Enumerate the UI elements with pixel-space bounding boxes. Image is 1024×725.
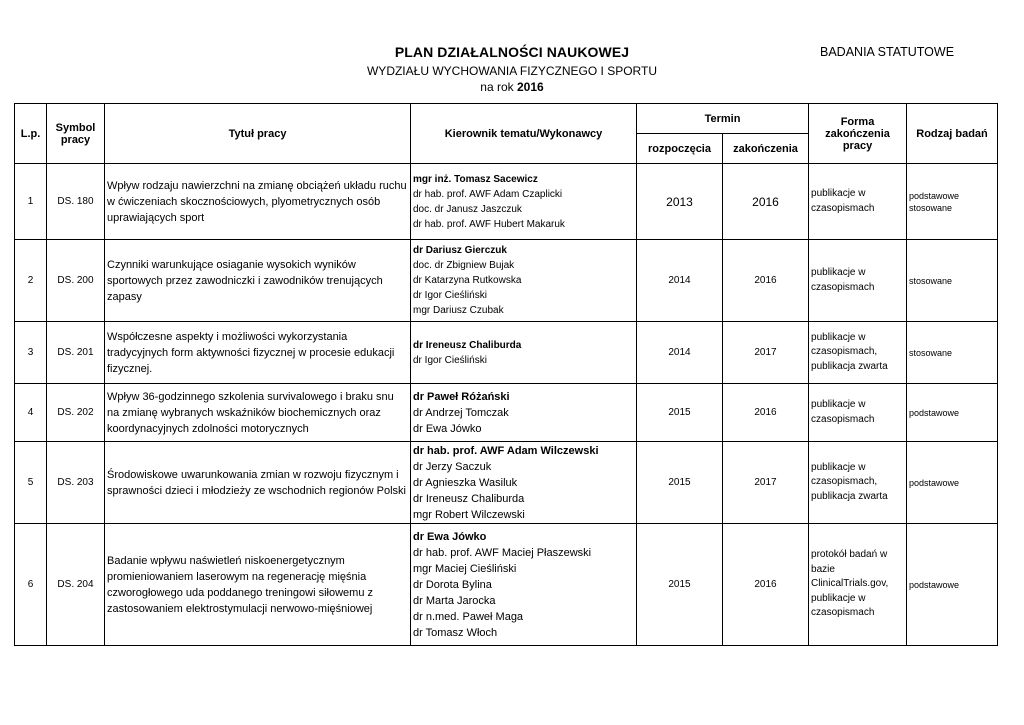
row-rodzaj: stosowane xyxy=(907,240,998,322)
year-value: 2016 xyxy=(517,80,544,94)
row-leader: dr Paweł Różański xyxy=(413,390,510,403)
col-header-start: rozpoczęcia xyxy=(637,134,723,164)
row-symbol: DS. 200 xyxy=(47,240,105,322)
row-member: dr Agnieszka Wasiluk xyxy=(413,476,518,489)
row-rodzaj: stosowane xyxy=(907,322,998,384)
row-end-year: 2016 xyxy=(723,524,809,646)
row-forma: protokół badań w bazie ClinicalTrials.gov, publikacje w czasopismach xyxy=(809,524,907,646)
row-title: Wpływ rodzaju nawierzchni na zmianę obciążeń układu ruchu w ćwiczeniach skocznościowych, plyometrycznych osób uprawiających sport xyxy=(105,164,411,240)
row-lp: 5 xyxy=(15,442,47,524)
row-member: mgr Maciej Cieśliński xyxy=(413,562,517,575)
row-member: dr hab. prof. AWF Maciej Płaszewski xyxy=(413,546,592,559)
row-leader-team xyxy=(411,240,637,322)
row-start-year: 2015 xyxy=(637,442,723,524)
row-member: dr hab. prof. AWF Adam Czaplicki xyxy=(413,188,563,200)
row-title: Wpływ 36-godzinnego szkolenia survivalowego i braku snu na zmianę wybranych wskaźników biochemicznych oraz koordynacyjnych zdolności motorycznych xyxy=(105,384,411,442)
table-row xyxy=(15,384,998,442)
col-header-termin: Termin xyxy=(637,104,809,134)
row-symbol: DS. 201 xyxy=(47,322,105,384)
row-leader: dr Ewa Jówko xyxy=(413,530,487,543)
row-leader-team xyxy=(411,384,637,442)
row-member: doc. dr Janusz Jaszczuk xyxy=(413,203,522,215)
row-start-year: 2015 xyxy=(637,384,723,442)
row-forma: publikacje w czasopismach xyxy=(809,240,907,322)
row-start-year: 2015 xyxy=(637,524,723,646)
row-end-year: 2017 xyxy=(723,442,809,524)
row-member: dr Dorota Bylina xyxy=(413,578,492,591)
row-member: mgr Dariusz Czubak xyxy=(413,305,504,316)
table-row xyxy=(15,524,998,646)
col-header-symbol: Symbol pracy xyxy=(47,104,105,164)
row-lp: 2 xyxy=(15,240,47,322)
col-header-leader: Kierownik tematu/Wykonawcy xyxy=(411,104,637,164)
row-leader: dr Dariusz Gierczuk xyxy=(413,245,507,256)
row-rodzaj: podstawowe xyxy=(907,442,998,524)
row-leader: dr hab. prof. AWF Adam Wilczewski xyxy=(413,444,599,457)
row-leader-team xyxy=(411,524,637,646)
row-member: dr Jerzy Saczuk xyxy=(413,460,492,473)
row-member: dr Ewa Jówko xyxy=(413,422,482,435)
table-row xyxy=(15,164,998,240)
row-end-year: 2016 xyxy=(723,164,809,240)
row-member: dr Tomasz Włoch xyxy=(413,626,498,639)
row-rodzaj: podstawowe xyxy=(907,384,998,442)
row-title: Środowiskowe uwarunkowania zmian w rozwoju fizycznym i sprawności dzieci i młodzieży ze wschodnich regionów Polski xyxy=(105,442,411,524)
row-lp: 1 xyxy=(15,164,47,240)
row-forma: publikacje w czasopismach, publikacja zwarta xyxy=(809,442,907,524)
row-member: dr Igor Cieśliński xyxy=(413,290,487,301)
research-plan-table xyxy=(14,103,998,646)
row-member: dr n.med. Paweł Maga xyxy=(413,610,524,623)
row-forma: publikacje w czasopismach xyxy=(809,384,907,442)
row-symbol: DS. 202 xyxy=(47,384,105,442)
col-header-forma: Forma zakończenia pracy xyxy=(809,104,907,164)
col-header-lp: L.p. xyxy=(15,104,47,164)
row-symbol: DS. 203 xyxy=(47,442,105,524)
table-row xyxy=(15,240,998,322)
row-symbol: DS. 204 xyxy=(47,524,105,646)
row-end-year: 2016 xyxy=(723,240,809,322)
row-forma: publikacje w czasopismach xyxy=(809,164,907,240)
col-header-title: Tytuł pracy xyxy=(105,104,411,164)
col-header-end: zakończenia xyxy=(723,134,809,164)
row-leader-team xyxy=(411,164,637,240)
table-row xyxy=(15,322,998,384)
row-rodzaj: podstawowe xyxy=(907,524,998,646)
year-prefix: na rok xyxy=(480,80,514,94)
row-leader-team xyxy=(411,442,637,524)
row-member: dr Katarzyna Rutkowska xyxy=(413,275,522,286)
row-end-year: 2016 xyxy=(723,384,809,442)
row-start-year: 2014 xyxy=(637,322,723,384)
row-title: Współczesne aspekty i możliwości wykorzystania tradycyjnych form aktywności fizycznej w procesie edukacji fizycznej. xyxy=(105,322,411,384)
row-member: dr hab. prof. AWF Hubert Makaruk xyxy=(413,218,565,230)
row-member: dr Igor Cieśliński xyxy=(413,354,487,366)
document-title: PLAN DZIAŁALNOŚCI NAUKOWEJ xyxy=(394,44,630,60)
col-header-rodzaj: Rodzaj badań xyxy=(907,104,998,164)
row-member: doc. dr Zbigniew Bujak xyxy=(413,260,515,271)
row-forma: publikacje w czasopismach, publikacja zwarta xyxy=(809,322,907,384)
row-leader-team xyxy=(411,322,637,384)
table-header-row xyxy=(15,104,998,134)
document-year-line xyxy=(300,80,724,94)
row-title: Badanie wpływu naświetleń niskoenergetycznym promieniowaniem laserowym na regenerację mięśnia czworogłowego uda poddanego treningowi siłowemu z zastosowaniem elektrostymulacji nerwowo-mięśniowej xyxy=(105,524,411,646)
row-member: dr Andrzej Tomczak xyxy=(413,406,509,419)
row-start-year: 2014 xyxy=(637,240,723,322)
row-lp: 4 xyxy=(15,384,47,442)
document-subtitle: WYDZIAŁU WYCHOWANIA FIZYCZNEGO I SPORTU xyxy=(366,64,657,78)
row-leader: mgr inż. Tomasz Sacewicz xyxy=(413,173,538,185)
table-body xyxy=(15,164,998,646)
row-member: dr Marta Jarocka xyxy=(413,594,496,607)
row-start-year: 2013 xyxy=(637,164,723,240)
research-category: BADANIA STATUTOWE xyxy=(820,45,955,59)
row-symbol: DS. 180 xyxy=(47,164,105,240)
row-member: mgr Robert Wilczewski xyxy=(413,508,525,521)
row-end-year: 2017 xyxy=(723,322,809,384)
row-lp: 6 xyxy=(15,524,47,646)
row-rodzaj: podstawowe stosowane xyxy=(907,164,998,240)
row-leader: dr Ireneusz Chaliburda xyxy=(413,339,522,351)
row-member: dr Ireneusz Chaliburda xyxy=(413,492,525,505)
row-title: Czynniki warunkujące osiaganie wysokich wyników sportowych przez zawodniczki i zawodników trenujących zapasy xyxy=(105,240,411,322)
row-lp: 3 xyxy=(15,322,47,384)
table-row xyxy=(15,442,998,524)
